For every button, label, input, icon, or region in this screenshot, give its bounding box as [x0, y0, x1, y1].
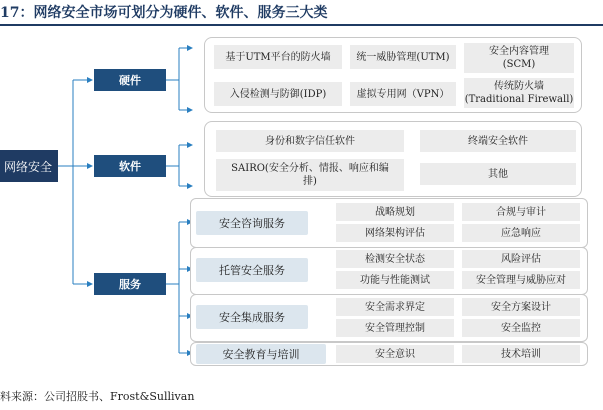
hardware-scm	[464, 43, 574, 73]
service-managed-label: 托管安全服务	[196, 258, 308, 282]
education-item-awareness: 安全意识	[336, 345, 454, 363]
category-software: 软件	[94, 155, 166, 177]
hardware-utm-firewall: 基于UTM平台的防火墙	[214, 45, 342, 69]
integration-item-design: 安全方案设计	[462, 298, 580, 316]
hardware-vpn: 虚拟专用网（VPN）	[350, 82, 456, 106]
hardware-traditional-firewall-line1: 传统防火墙	[494, 81, 544, 92]
figure-title: 17：网络安全市场可划分为硬件、软件、服务三大类	[0, 5, 328, 21]
software-other: 其他	[420, 163, 576, 185]
software-sairo-line2: 排)	[303, 176, 317, 187]
category-hardware: 硬件	[94, 69, 166, 91]
integration-item-monitoring: 安全监控	[462, 319, 580, 337]
integration-item-requirements: 安全需求界定	[336, 298, 454, 316]
software-sairo	[216, 159, 404, 191]
managed-item-threat: 安全管理与威胁应对	[462, 271, 580, 289]
software-endpoint: 终端安全软件	[420, 130, 576, 152]
hardware-scm-line1: 安全内容管理	[489, 46, 549, 57]
category-services: 服务	[94, 273, 166, 295]
managed-item-risk: 风险评估	[462, 250, 580, 268]
consulting-item-strategy: 战略规划	[336, 203, 454, 221]
integration-item-control: 安全管理控制	[336, 319, 454, 337]
service-consulting-label: 安全咨询服务	[196, 211, 308, 235]
software-sairo-line1: SAIRO(安全分析、情报、响应和编	[231, 163, 389, 174]
service-education-label: 安全教育与培训	[196, 344, 326, 364]
education-item-training: 技术培训	[462, 345, 580, 363]
managed-item-testing: 功能与性能测试	[336, 271, 454, 289]
source-note: 料来源：公司招股书、Frost&Sullivan	[0, 390, 195, 403]
hardware-scm-line2: (SCM)	[502, 59, 536, 70]
software-identity: 身份和数字信任软件	[216, 130, 404, 152]
hardware-traditional-firewall-line2: (Traditional Firewall)	[464, 94, 574, 105]
hardware-idp: 入侵检测与防御(IDP)	[214, 82, 342, 106]
hardware-traditional-firewall	[464, 78, 574, 108]
consulting-item-compliance: 合规与审计	[462, 203, 580, 221]
root-node-network-security: 网络安全	[0, 150, 58, 182]
hardware-utm: 统一威胁管理(UTM)	[350, 45, 456, 69]
managed-item-detect: 检测安全状态	[336, 250, 454, 268]
consulting-item-architecture: 网络架构评估	[336, 224, 454, 242]
consulting-item-emergency: 应急响应	[462, 224, 580, 242]
service-integration-label: 安全集成服务	[196, 305, 308, 329]
